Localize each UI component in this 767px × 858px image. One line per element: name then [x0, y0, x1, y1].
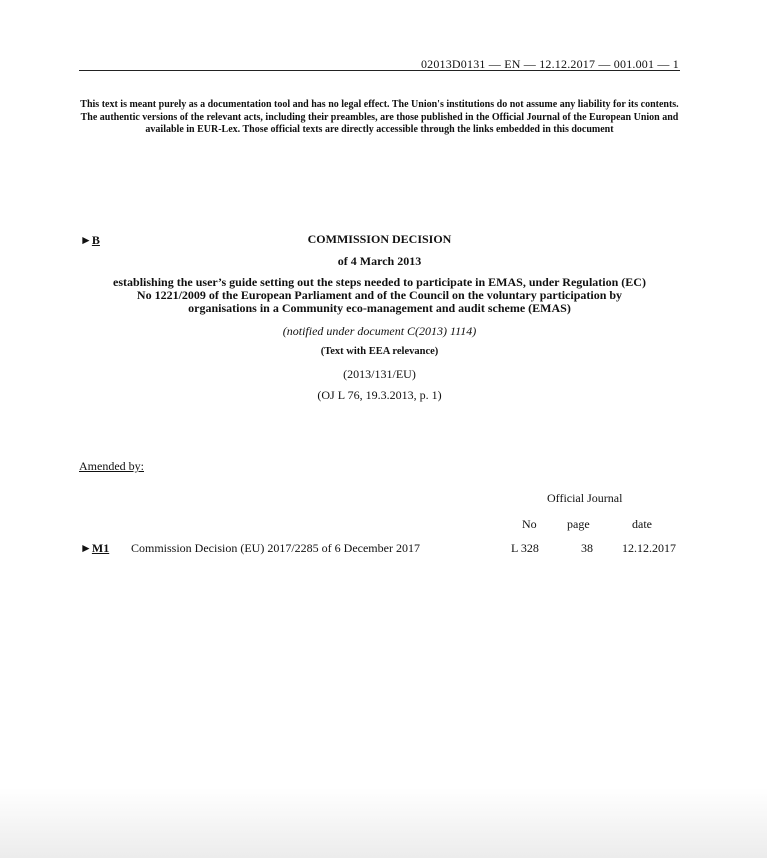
official-journal-heading: Official Journal: [547, 491, 623, 505]
amendment-oj-date: 12.12.2017: [622, 541, 676, 555]
marker-ref-link[interactable]: M1: [91, 541, 110, 555]
oj-reference: (OJ L 76, 19.3.2013, p. 1): [317, 388, 442, 402]
column-header-date: date: [632, 517, 652, 531]
header-divider: [79, 70, 680, 71]
document-number: (2013/131/EU): [343, 367, 416, 381]
document-title: establishing the user’s guide setting out the steps needed to participate in EMAS, under Regulation (EC) No 1221/2009 of the European Parliament and of the Council on the voluntary participation by organisations in a Community eco-management and audit scheme (EMAS): [113, 275, 646, 316]
arrow-marker-icon: ►: [80, 233, 92, 247]
arrow-marker-icon: ►: [80, 541, 92, 555]
page-bottom-shadow: [0, 788, 767, 858]
eea-relevance: (Text with EEA relevance): [320, 346, 439, 357]
marker-ref-link[interactable]: B: [91, 233, 100, 247]
amended-by-heading: Amended by:: [79, 459, 144, 473]
amendment-oj-page: 38: [581, 541, 593, 555]
amendment-oj-number: L 328: [511, 541, 539, 555]
consolidation-marker-m1[interactable]: [80, 541, 109, 556]
document-type: COMMISSION DECISION: [307, 232, 452, 246]
document-date: of 4 March 2013: [337, 254, 422, 268]
document-reference: 02013D0131 — EN — 12.12.2017 — 001.001 — 1: [420, 57, 679, 71]
column-header-no: No: [522, 517, 537, 531]
notified-note: (notified under document C(2013) 1114): [282, 324, 477, 338]
legal-disclaimer: This text is meant purely as a documentation tool and has no legal effect. The Union's institutions do not assume any liability for its contents. The authentic versions of the relevant acts, including their preambles, are those published in the Official Journal of the European Union and available in EUR-Lex. Those official texts are directly accessible through the links embedded in this document: [80, 99, 679, 136]
amendment-description: Commission Decision (EU) 2017/2285 of 6 December 2017: [131, 541, 420, 555]
column-header-page: page: [567, 517, 590, 531]
